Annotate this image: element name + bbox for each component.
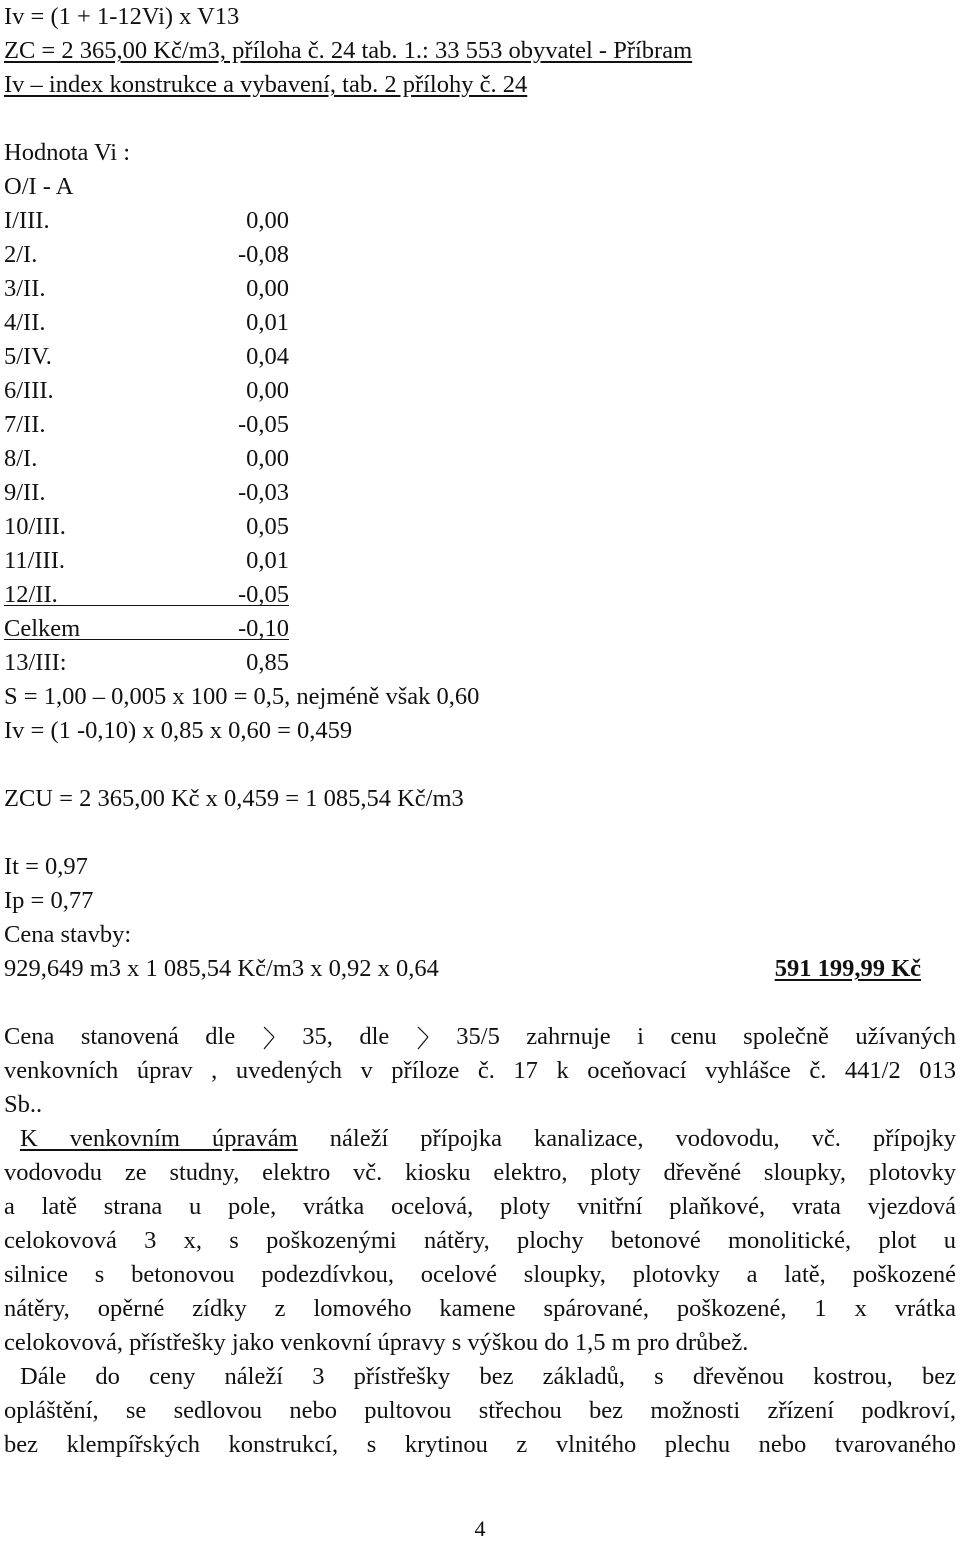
vi-value: 0,00 [246, 275, 289, 302]
vi-row-underlined [4, 578, 956, 612]
vi-total-value: -0,10 [237, 615, 289, 642]
vi-row [4, 408, 956, 442]
vi-row [4, 442, 956, 476]
vi-value: 0,05 [246, 513, 289, 540]
vi-label: I/III. [4, 207, 50, 234]
vi-title: Hodnota Vi : [4, 139, 131, 166]
spacer [4, 102, 956, 136]
header-block [4, 0, 956, 102]
paragraph-line: K venkovním úpravám náleží přípojka kanalizace, vodovodu, vč. přípojky [20, 1125, 956, 1152]
vi-label: 5/IV. [4, 343, 52, 370]
vi-total-label: Celkem [4, 615, 81, 642]
vi-row [4, 374, 956, 408]
vi-subtitle: O/I - A [4, 173, 74, 200]
vi-label: 13/III: [4, 649, 67, 676]
vi-value: -0,08 [237, 241, 289, 268]
paragraph-line: Dále do ceny náleží 3 přístřešky bez základů, s dřevěnou kostrou, bez [20, 1363, 956, 1390]
cena-label: Cena stavby: [4, 921, 132, 948]
vi-row [4, 476, 956, 510]
section-sign-icon [416, 1026, 430, 1048]
vi-value: 0,01 [246, 547, 289, 574]
spacer [4, 816, 956, 850]
zc-line: ZC = 2 365,00 Kč/m3, příloha č. 24 tab. 1.: 33 553 obyvatel - Příbram [4, 37, 693, 64]
cena-row [4, 952, 956, 986]
vi-row [4, 510, 956, 544]
paragraph-venkovni-upravy [4, 1122, 956, 1360]
paragraph-line: a latě strana u pole, vrátka ocelová, ploty vnitřní plaňkové, vrata vjezdová [4, 1193, 956, 1220]
paragraph-line: Sb.. [4, 1091, 43, 1118]
vi-value: 0,00 [246, 445, 289, 472]
vi-row [4, 340, 956, 374]
vi-row [4, 238, 956, 272]
s-calc-line: S = 1,00 – 0,005 x 100 = 0,5, nejméně však 0,60 [4, 683, 480, 710]
vi-value: -0,05 [237, 411, 289, 438]
vi-value: 0,04 [246, 343, 289, 370]
vi-total-row [4, 612, 956, 646]
formula-line: Iv = (1 + 1-12Vi) x V13 [4, 3, 240, 30]
paragraph-line: celokovová, přístřešky jako venkovní úpravy s výškou do 1,5 m pro drůbež. [4, 1329, 749, 1356]
spacer [4, 986, 956, 1020]
vi-value: -0,03 [237, 479, 289, 506]
vi-label: 2/I. [4, 241, 38, 268]
section-sign-icon [262, 1026, 276, 1048]
vi-row [4, 544, 956, 578]
zcu-line: ZCU = 2 365,00 Kč x 0,459 = 1 085,54 Kč/m3 [4, 785, 464, 812]
vi-row [4, 272, 956, 306]
spacer [4, 748, 956, 782]
vi-label: 10/III. [4, 513, 66, 540]
cena-formula: 929,649 m3 x 1 085,54 Kč/m3 x 0,92 x 0,64 [4, 955, 439, 982]
paragraph-pristresky [4, 1360, 956, 1462]
document-page [4, 0, 956, 1462]
iv-definition-line: Iv – index konstrukce a vybavení, tab. 2 přílohy č. 24 [4, 71, 528, 98]
vi-value: 0,01 [246, 309, 289, 336]
vi-label: 7/II. [4, 411, 46, 438]
paragraph-line: venkovních úprav , uvedených v příloze č. 17 k oceňovací vyhlášce č. 441/2 013 [4, 1057, 956, 1084]
vi-row [4, 204, 956, 238]
paragraph-line: silnice s betonovou podezdívkou, ocelové sloupky, plotovky a latě, poškozené [4, 1261, 956, 1288]
ip-line: Ip = 0,77 [4, 887, 94, 914]
paragraph-line: Cena stanovená dle 35, dle 35/5 zahrnuje i cenu společně užívaných [4, 1023, 956, 1050]
vi-label: 8/I. [4, 445, 38, 472]
vi-value: 0,00 [246, 207, 289, 234]
vi-label: 3/II. [4, 275, 46, 302]
page-number: 4 [474, 1516, 486, 1541]
paragraph-line: nátěry, opěrné zídky z lomového kamene spárované, poškozené, 1 x vrátka [4, 1295, 956, 1322]
vi-row [4, 646, 956, 680]
vi-label: 6/III. [4, 377, 54, 404]
it-line: It = 0,97 [4, 853, 88, 880]
iv-calc-line: Iv = (1 -0,10) x 0,85 x 0,60 = 0,459 [4, 717, 353, 744]
paragraph-line: vodovodu ze studny, elektro vč. kiosku elektro, ploty dřevěné sloupky, plotovky [4, 1159, 956, 1186]
vi-label: 9/II. [4, 479, 46, 506]
paragraph-line: opláštění, se sedlovou nebo pultovou střechou bez možnosti zřízení podkroví, [4, 1397, 956, 1424]
cena-total: 591 199,99 Kč [774, 955, 921, 982]
vi-label: 12/II. [4, 581, 58, 608]
vi-table [4, 204, 956, 680]
vi-label: 11/III. [4, 547, 65, 574]
vi-row [4, 306, 956, 340]
paragraph-line: celokovová 3 x, s poškozenými nátěry, plochy betonové monolitické, plot u [4, 1227, 956, 1254]
paragraph-line: bez klempířských konstrukcí, s krytinou z vlnitého plechu nebo tvarovaného [4, 1431, 956, 1458]
vi-label: 4/II. [4, 309, 46, 336]
vi-value: 0,00 [246, 377, 289, 404]
paragraph-ocenovani [4, 1020, 956, 1122]
vi-value: 0,85 [246, 649, 289, 676]
vi-value: -0,05 [237, 581, 289, 608]
